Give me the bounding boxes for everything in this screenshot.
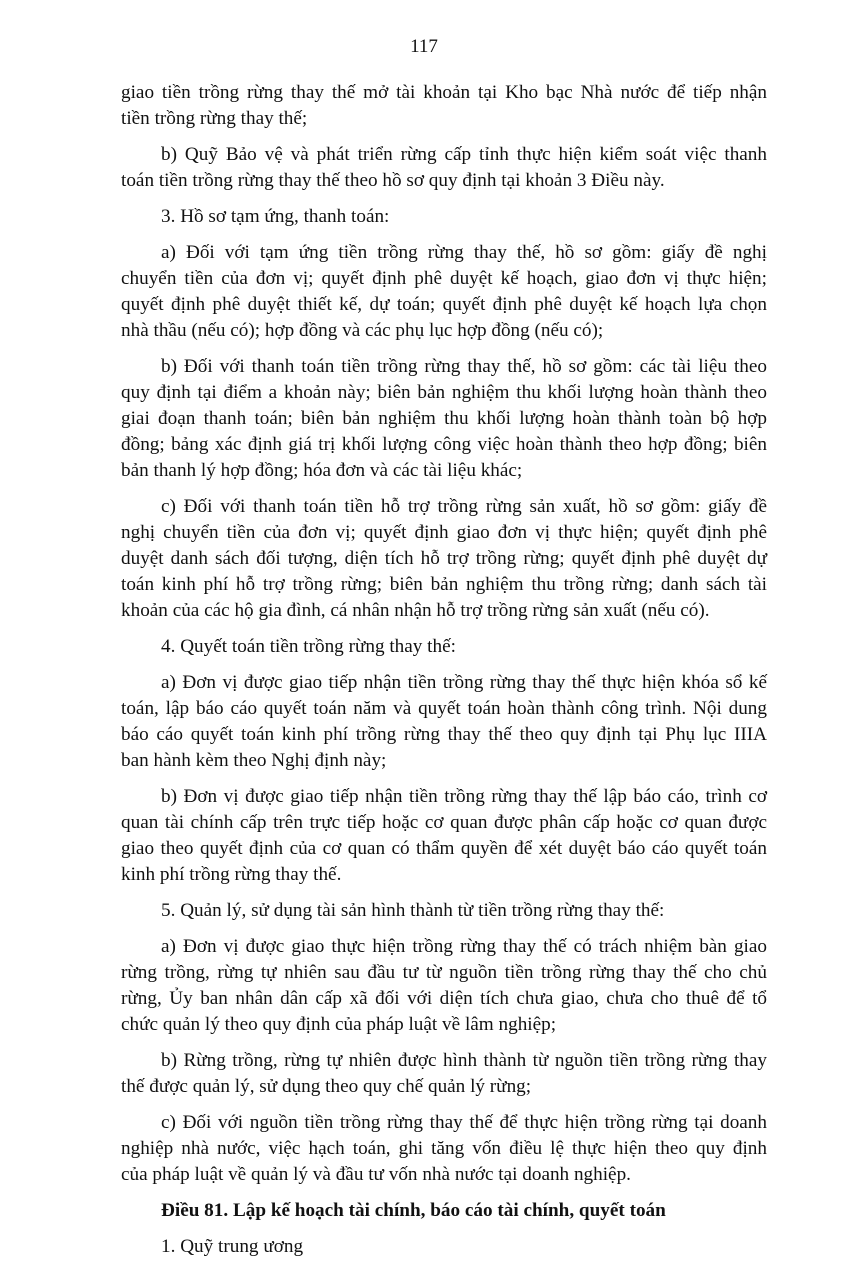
text-line: đồng; bảng xác định giá trị khối lượng công việc hoàn thành theo hợp đồng; biên xyxy=(121,434,767,455)
text-line: tiền trồng rừng thay thế; xyxy=(121,108,308,129)
text-line: nghiệp nhà nước, việc hạch toán, ghi tăng vốn điều lệ thực hiện theo quy định xyxy=(121,1138,767,1159)
paragraph xyxy=(121,1110,767,1188)
text-line: a) Đối với tạm ứng tiền trồng rừng thay thế, hồ sơ gồm: giấy đề nghị xyxy=(161,242,767,263)
text-line: nhà thầu (nếu có); hợp đồng và các phụ lục hợp đồng (nếu có); xyxy=(121,320,604,341)
paragraph xyxy=(121,494,767,624)
text-line: b) Quỹ Bảo vệ và phát triển rừng cấp tỉnh thực hiện kiểm soát việc thanh xyxy=(161,144,767,165)
text-line: a) Đơn vị được giao thực hiện trồng rừng thay thế có trách nhiệm bàn giao xyxy=(161,936,767,957)
text-line: quan tài chính cấp trên trực tiếp hoặc cơ quan được phân cấp hoặc cơ quan được xyxy=(121,812,767,833)
paragraph xyxy=(121,204,767,230)
text-line: a) Đơn vị được giao tiếp nhận tiền trồng rừng thay thế thực hiện khóa sổ kế xyxy=(161,672,767,693)
text-line: bản thanh lý hợp đồng; hóa đơn và các tài liệu khác; xyxy=(121,460,523,481)
text-line: rừng, Ủy ban nhân dân cấp xã đối với diện tích chưa giao, chưa cho thuê để tổ xyxy=(121,988,767,1009)
paragraph xyxy=(121,240,767,344)
text-line: Điều 81. Lập kế hoạch tài chính, báo cáo tài chính, quyết toán xyxy=(161,1200,666,1221)
text-line: 1. Quỹ trung ương xyxy=(161,1236,304,1257)
text-line: rừng trồng, rừng tự nhiên sau đầu tư từ nguồn tiền trồng rừng thay thế cho chủ xyxy=(121,962,767,983)
text-line: nghị chuyển tiền của đơn vị; quyết định giao đơn vị thực hiện; quyết định phê xyxy=(121,522,767,543)
text-line: c) Đối với thanh toán tiền hỗ trợ trồng rừng sản xuất, hồ sơ gồm: giấy đề xyxy=(161,496,767,517)
paragraph xyxy=(121,784,767,888)
text-line: của pháp luật về quản lý và đầu tư vốn nhà nước tại doanh nghiệp. xyxy=(121,1164,631,1185)
text-line: thế được quản lý, sử dụng theo quy chế quản lý rừng; xyxy=(121,1076,532,1097)
paragraph xyxy=(121,1234,767,1260)
document-body xyxy=(121,80,767,1270)
text-line: khoản của các hộ gia đình, cá nhân nhận hỗ trợ trồng rừng sản xuất (nếu có). xyxy=(121,600,710,621)
text-line: quy định tại điểm a khoản này; biên bản nghiệm thu khối lượng hoàn thành theo xyxy=(121,382,767,403)
text-line: b) Đơn vị được giao tiếp nhận tiền trồng rừng thay thế lập báo cáo, trình cơ xyxy=(161,786,767,807)
paragraph xyxy=(121,634,767,660)
paragraph xyxy=(121,80,767,132)
article-heading xyxy=(121,1198,767,1224)
text-line: toán, lập báo cáo quyết toán năm và quyết toán hoàn thành công trình. Nội dung xyxy=(121,698,767,719)
paragraph xyxy=(121,142,767,194)
text-line: ban hành kèm theo Nghị định này; xyxy=(121,750,387,771)
paragraph xyxy=(121,934,767,1038)
text-line: kinh phí trồng rừng thay thế. xyxy=(121,864,342,885)
paragraph xyxy=(121,1048,767,1100)
text-line: duyệt danh sách đối tượng, diện tích hỗ trợ trồng rừng; quyết định phê duyệt dự xyxy=(121,548,767,569)
text-line: giao theo quyết định của cơ quan có thẩm quyền để xét duyệt báo cáo quyết toán xyxy=(121,838,767,859)
text-line: toán tiền trồng rừng thay thế theo hồ sơ quy định tại khoản 3 Điều này. xyxy=(121,170,665,191)
paragraph xyxy=(121,670,767,774)
text-line: giai đoạn thanh toán; biên bản nghiệm thu khối lượng hoàn thành toàn bộ hợp xyxy=(121,408,767,429)
page-number: 117 xyxy=(410,36,438,57)
text-line: chuyển tiền của đơn vị; quyết định phê duyệt kế hoạch, giao đơn vị thực hiện; xyxy=(121,268,767,289)
paragraph xyxy=(121,898,767,924)
text-line: 5. Quản lý, sử dụng tài sản hình thành từ tiền trồng rừng thay thế: xyxy=(161,900,665,921)
text-line: báo cáo quyết toán kinh phí trồng rừng thay thế theo quy định tại Phụ lục IIIA xyxy=(121,724,767,745)
text-line: chức quản lý theo quy định của pháp luật về lâm nghiệp; xyxy=(121,1014,557,1035)
text-line: quyết định phê duyệt thiết kế, dự toán; quyết định phê duyệt kế hoạch lựa chọn xyxy=(121,294,767,315)
text-line: giao tiền trồng rừng thay thế mở tài khoản tại Kho bạc Nhà nước để tiếp nhận xyxy=(121,82,767,103)
text-line: c) Đối với nguồn tiền trồng rừng thay thế để thực hiện trồng rừng tại doanh xyxy=(161,1112,767,1133)
text-line: b) Đối với thanh toán tiền trồng rừng thay thế, hồ sơ gồm: các tài liệu theo xyxy=(161,356,767,377)
text-line: 4. Quyết toán tiền trồng rừng thay thế: xyxy=(161,636,456,657)
paragraph xyxy=(121,354,767,484)
text-line: toán kinh phí hỗ trợ trồng rừng; biên bản nghiệm thu trồng rừng; danh sách tài xyxy=(121,574,767,595)
text-line: 3. Hồ sơ tạm ứng, thanh toán: xyxy=(161,206,390,227)
text-line: b) Rừng trồng, rừng tự nhiên được hình thành từ nguồn tiền trồng rừng thay xyxy=(161,1050,767,1071)
